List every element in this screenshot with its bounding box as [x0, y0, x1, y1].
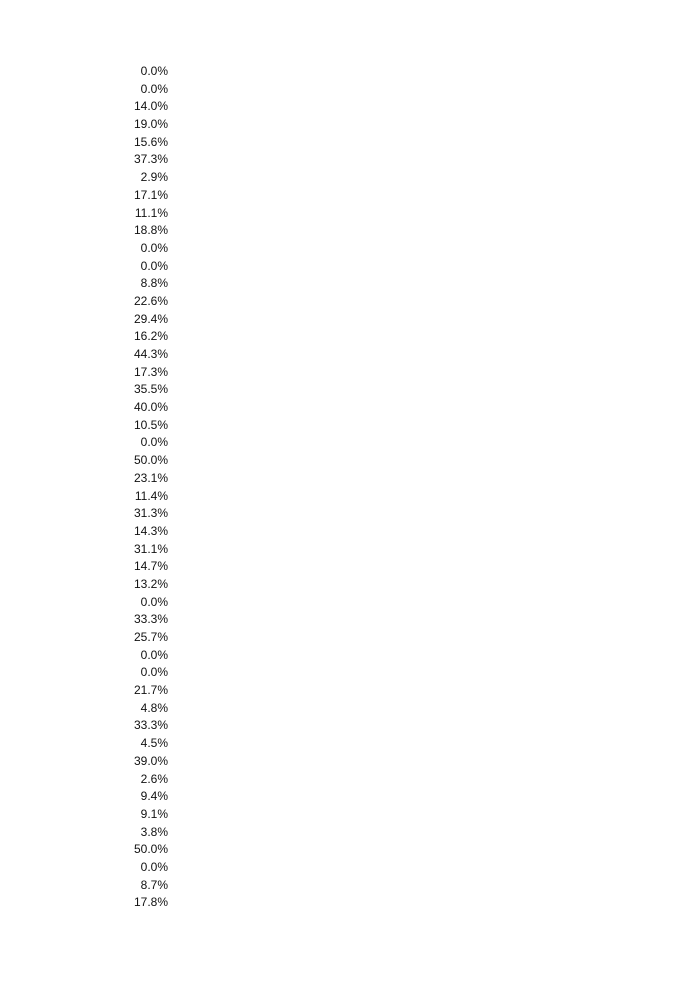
percentage-cell: 0.0%: [140, 594, 168, 609]
percentage-cell: 2.9%: [140, 170, 168, 185]
percentage-cell: 40.0%: [133, 400, 168, 415]
percentage-cell: 29.4%: [133, 311, 168, 326]
percentage-cell: 50.0%: [133, 453, 168, 468]
percentage-cell: 0.0%: [140, 647, 168, 662]
percentage-cell: 2.6%: [140, 771, 168, 786]
percentage-cell: 4.5%: [140, 736, 168, 751]
percentage-cell: 14.3%: [133, 523, 168, 538]
percentage-cell: 0.0%: [140, 859, 168, 874]
percentage-cell: 37.3%: [133, 152, 168, 167]
percentage-cell: 11.4%: [134, 488, 168, 503]
percentage-cell: 9.1%: [140, 806, 168, 821]
percentage-cell: 0.0%: [140, 435, 168, 450]
percentage-cell: 17.8%: [133, 895, 168, 910]
percentage-cell: 33.3%: [133, 612, 168, 627]
percentage-cell: 23.1%: [133, 470, 168, 485]
percentage-cell: 10.5%: [133, 417, 168, 432]
percentage-cell: 18.8%: [133, 223, 168, 238]
percentage-cell: 3.8%: [140, 824, 168, 839]
percentage-cell: 0.0%: [140, 240, 168, 255]
percentage-cell: 44.3%: [133, 347, 168, 361]
percentage-cell: 0.0%: [140, 64, 168, 78]
percentage-cell: 21.7%: [133, 683, 168, 698]
percentage-cell: 13.2%: [133, 576, 168, 591]
percentage-cell: 17.1%: [133, 187, 168, 202]
percentage-cell: 0.0%: [140, 665, 168, 680]
percentage-cell: 8.8%: [140, 276, 168, 291]
percentage-cell: 39.0%: [133, 753, 168, 768]
percentage-cell: 50.0%: [133, 842, 168, 857]
percentage-cell: 0.0%: [140, 258, 168, 273]
percentage-cell: 33.3%: [133, 718, 168, 733]
percentage-cell: 4.8%: [140, 700, 168, 715]
percentage-cell: 14.0%: [133, 99, 168, 114]
percentage-cell: 9.4%: [140, 789, 168, 804]
percentage-cell: 35.5%: [133, 382, 168, 397]
percentage-cell: 11.1%: [134, 205, 168, 220]
percentage-cell: 25.7%: [133, 630, 168, 644]
percentage-cell: 19.0%: [133, 117, 168, 132]
percentage-cell: 16.2%: [133, 329, 168, 344]
percentage-cell: 31.3%: [133, 506, 168, 521]
percentage-cell: 22.6%: [133, 293, 168, 308]
percentage-cell: 14.7%: [133, 559, 168, 574]
percentage-cell: 0.0%: [140, 81, 168, 96]
percentage-cell: 17.3%: [133, 364, 168, 379]
percentage-cell: 15.6%: [133, 134, 168, 149]
percentage-cell: 31.1%: [133, 541, 168, 556]
percentage-column: [100, 63, 168, 912]
percentage-cell: 8.7%: [140, 877, 168, 892]
